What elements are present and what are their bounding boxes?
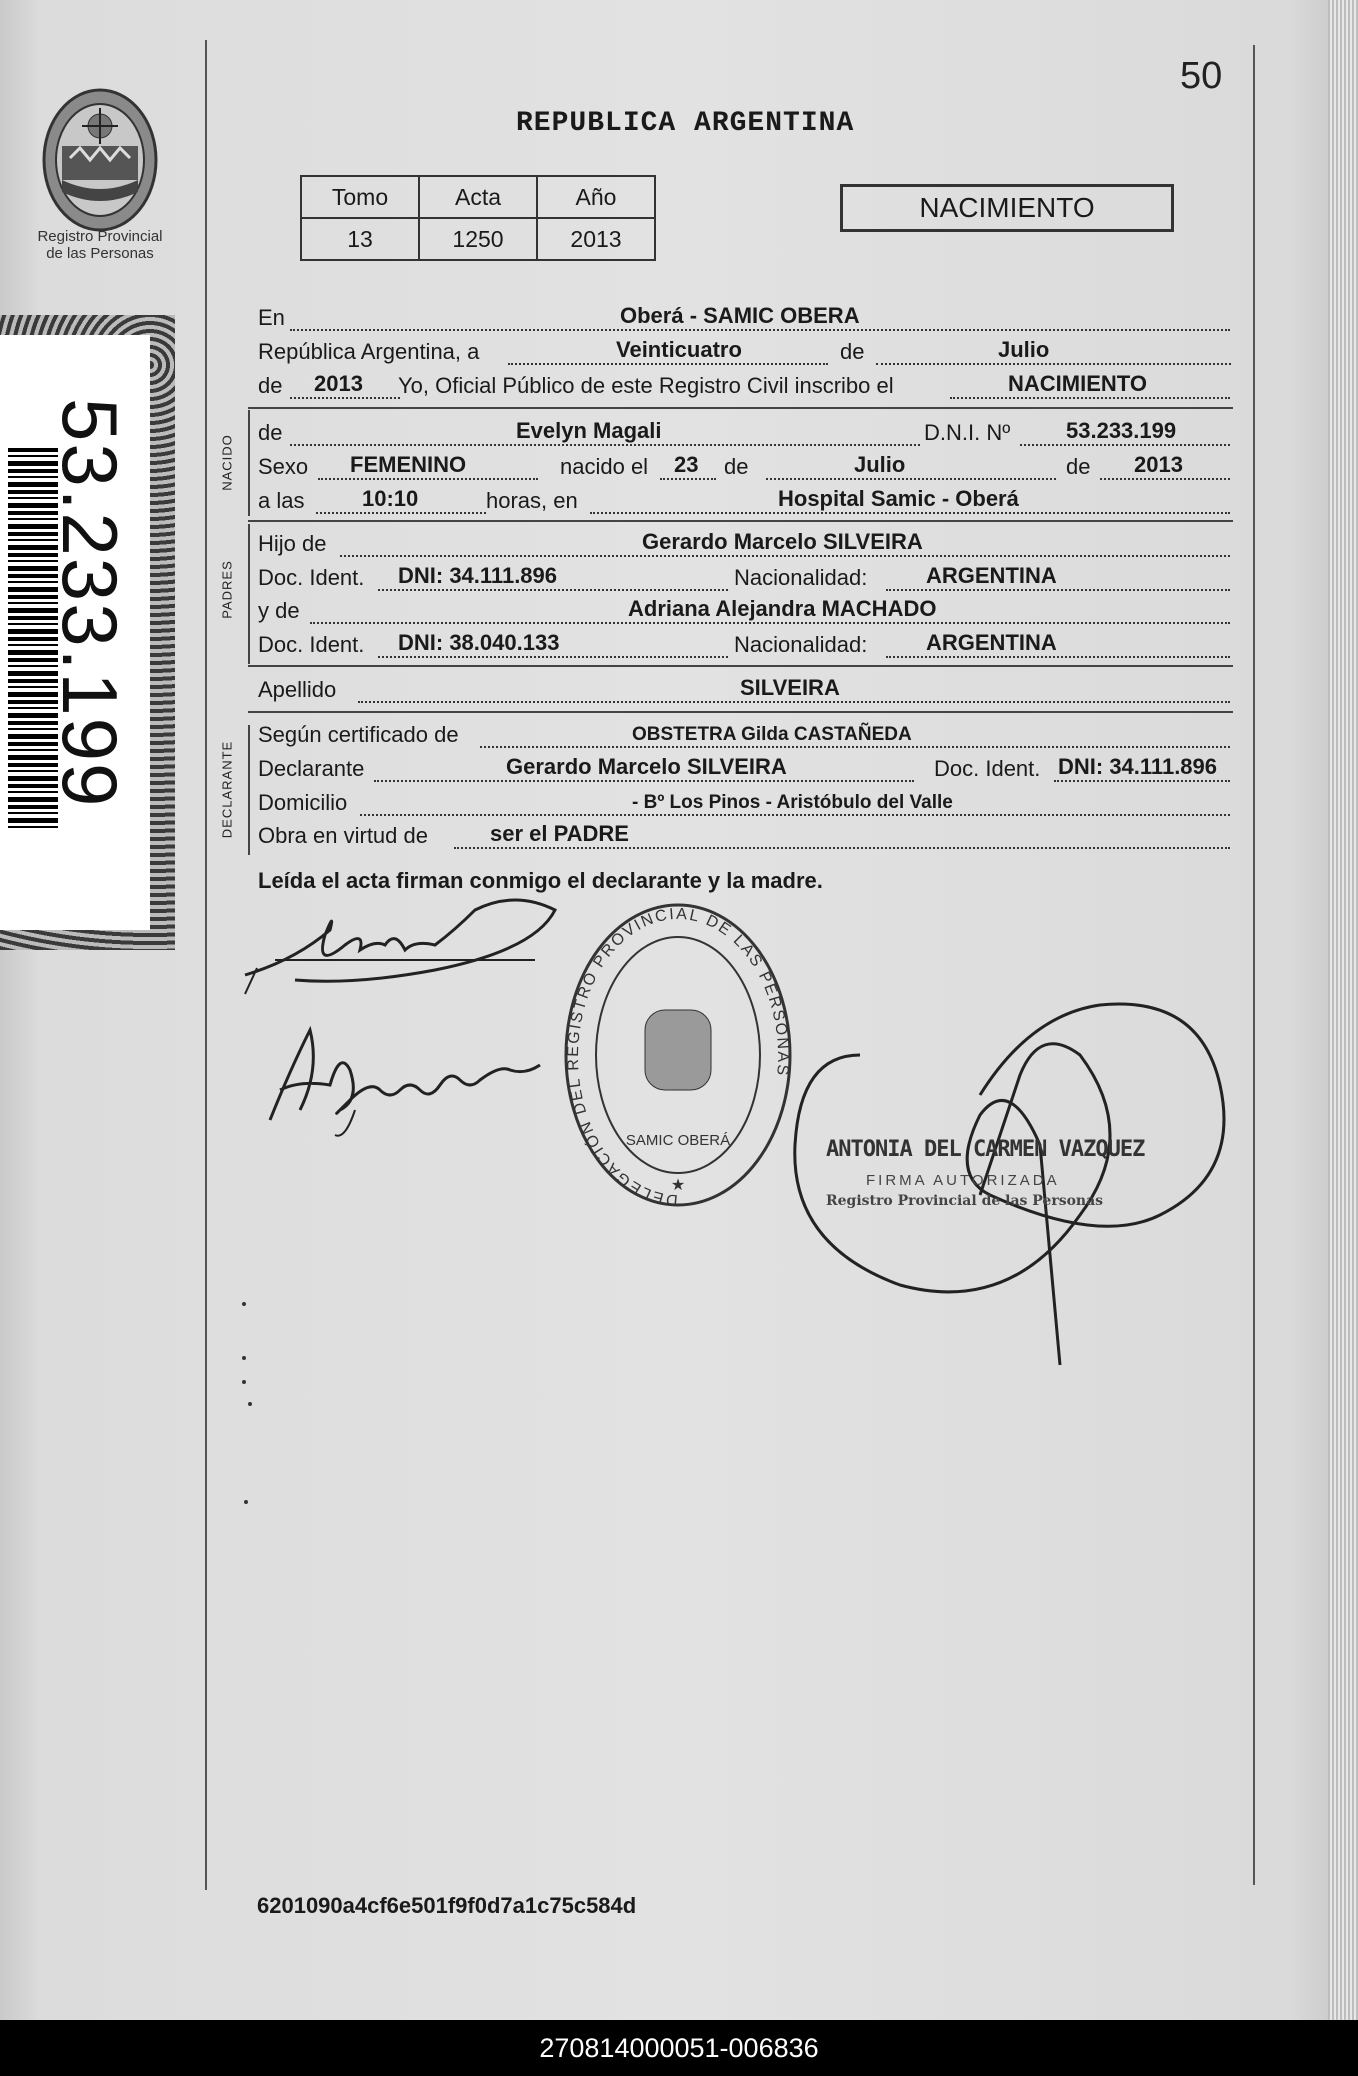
month: Julio (998, 337, 1050, 362)
de-label: de (724, 454, 749, 479)
row-republica (258, 339, 1231, 369)
padres-section-label: PADRES (219, 560, 235, 619)
obra-label: Obra en virtud de (258, 823, 428, 848)
dotted-line (886, 589, 1230, 591)
right-margin-line (1253, 45, 1255, 1885)
republica-label: República Argentina, a (258, 339, 480, 364)
declarante-bar (248, 725, 250, 855)
registry-value-row (301, 218, 655, 260)
declarante-name: Gerardo Marcelo SILVEIRA (506, 754, 787, 779)
hijo-label: Hijo de (258, 531, 327, 556)
row-en (258, 305, 1231, 335)
dotted-line (378, 589, 728, 591)
logo-caption (20, 228, 180, 262)
dotted-line (290, 444, 920, 446)
dotted-line (1054, 780, 1230, 782)
domicilio-label: Domicilio (258, 790, 348, 815)
doc-label: Doc. Ident. (258, 632, 365, 657)
en-label: En (258, 305, 285, 330)
dotted-line (454, 847, 1230, 849)
divider (248, 407, 1233, 409)
birth-year: 2013 (1134, 452, 1183, 477)
nacido-section-label: NACIDO (219, 434, 235, 491)
row-father (258, 531, 1231, 561)
row-hora (258, 488, 1231, 518)
inscription: NACIMIENTO (1008, 371, 1147, 396)
svg-text:★: ★ (670, 1177, 686, 1194)
page-number: 50 (1180, 55, 1223, 97)
divider (248, 711, 1233, 713)
row-father-doc (258, 565, 1231, 595)
dotted-line (1100, 478, 1230, 480)
divider (248, 665, 1233, 667)
certificado-label: Según certificado de (258, 722, 459, 747)
officer-text: Yo, Oficial Público de este Registro Civil inscribo el (398, 373, 894, 398)
official-registro: Registro Provincial de las Personas (826, 1193, 1104, 1209)
dotted-line (374, 780, 914, 782)
left-margin-line (205, 40, 207, 1890)
margin-dot (242, 1356, 246, 1360)
footer-id: 270814000051-006836 (0, 2020, 1358, 2076)
domicilio-value: - Bº Los Pinos - Aristóbulo del Valle (632, 792, 953, 813)
horas-label: horas, en (486, 488, 578, 513)
sexo-label: Sexo (258, 454, 309, 479)
dotted-line (876, 363, 1231, 365)
dotted-line (316, 512, 486, 514)
padres-bar (248, 524, 250, 664)
sexo-value: FEMENINO (350, 452, 467, 477)
dotted-line (480, 746, 1230, 748)
birth-time: 10:10 (362, 486, 419, 511)
declarant-signature (235, 890, 575, 1000)
stamp-outer-text: DELEGACIÓN DEL REGISTRO PROVINCIAL DE LAS PERSONAS (564, 905, 792, 1209)
row-apellido (258, 677, 1231, 707)
official-name: ANTONIA DEL CARMEN VAZQUEZ (826, 1137, 1145, 1162)
certificado-value: OBSTETRA Gilda CASTAÑEDA (632, 724, 912, 745)
official-firma: FIRMA AUTORIZADA (866, 1172, 1060, 1189)
declarante-doc: DNI: 34.111.896 (1058, 754, 1218, 779)
declarante-section-label: DECLARANTE (219, 740, 235, 839)
registry-acta: 1250 (419, 218, 537, 260)
document-title: REPUBLICA ARGENTINA (516, 108, 855, 139)
row-domicilio (258, 790, 1231, 820)
a-las-label: a las (258, 488, 305, 513)
birth-day: 23 (674, 452, 699, 477)
margin-dot (244, 1500, 248, 1504)
apellido-value: SILVEIRA (740, 675, 840, 700)
row-name (258, 420, 1231, 450)
registry-header-ano: Año (537, 176, 655, 218)
mother-name: Adriana Alejandra MACHADO (628, 596, 937, 621)
row-mother-doc (258, 632, 1231, 662)
en-value: Oberá - SAMIC OBERA (620, 303, 860, 328)
closing-text: Leída el acta firman conmigo el declarante y la madre. (258, 868, 823, 893)
dotted-line (290, 329, 1230, 331)
barcode-number: 53.233.199 (46, 398, 134, 809)
father-nationality: ARGENTINA (926, 563, 1057, 588)
logo-caption-line1: Registro Provincial (37, 228, 163, 245)
dni-label: D.N.I. Nº (924, 420, 1011, 445)
row-mother (258, 598, 1231, 628)
document-hash: 6201090a4cf6e501f9f0d7a1c75c584d (257, 1893, 637, 1918)
mother-signature (240, 1010, 560, 1150)
birth-place: Hospital Samic - Oberá (778, 486, 1019, 511)
stamp-inner-text: SAMIC OBERÁ (625, 1132, 731, 1149)
de-label: de (1066, 454, 1091, 479)
margin-dot (242, 1302, 246, 1306)
barcode-number-wrap (46, 398, 135, 878)
row-sexo (258, 454, 1231, 484)
registry-header-acta: Acta (419, 176, 537, 218)
dotted-line (508, 363, 828, 365)
logo-caption-line2: de las Personas (46, 245, 154, 262)
mother-doc: DNI: 38.040.133 (398, 630, 560, 655)
nacionalidad-label: Nacionalidad: (734, 632, 868, 657)
birth-month: Julio (854, 452, 906, 477)
father-doc: DNI: 34.111.896 (398, 563, 558, 588)
dotted-line (660, 478, 716, 480)
divider (248, 520, 1233, 522)
page-edge (1328, 0, 1358, 2020)
dotted-line (590, 512, 1230, 514)
year: 2013 (314, 371, 363, 396)
de-label: de (258, 373, 283, 398)
dotted-line (950, 397, 1230, 399)
document-type-box: NACIMIENTO (840, 184, 1174, 232)
registry-header-row (301, 176, 655, 218)
margin-dot (242, 1380, 246, 1384)
dotted-line (358, 701, 1230, 703)
dotted-line (290, 397, 400, 399)
de-label: de (840, 339, 865, 364)
dotted-line (886, 656, 1230, 658)
row-certificado (258, 722, 1231, 752)
day-words: Veinticuatro (616, 337, 742, 362)
nacionalidad-label: Nacionalidad: (734, 565, 868, 590)
margin-dot (248, 1402, 252, 1406)
dotted-line (360, 814, 1230, 816)
doc-label: Doc. Ident. (934, 756, 1041, 781)
de-label: de (258, 420, 283, 445)
dotted-line (378, 656, 728, 658)
mother-nationality: ARGENTINA (926, 630, 1057, 655)
nacido-bar (248, 410, 250, 516)
registry-header-tomo: Tomo (301, 176, 419, 218)
dotted-line (340, 555, 1230, 557)
dotted-line (310, 622, 1230, 624)
registry-ano: 2013 (537, 218, 655, 260)
registry-table (300, 175, 656, 261)
nacido-label: nacido el (560, 454, 649, 479)
child-dni: 53.233.199 (1066, 418, 1177, 443)
registry-tomo: 13 (301, 218, 419, 260)
row-obra (258, 823, 1231, 853)
obra-value: ser el PADRE (490, 821, 629, 846)
dotted-line (1020, 444, 1230, 446)
dotted-line (766, 478, 1056, 480)
father-name: Gerardo Marcelo SILVEIRA (642, 529, 923, 554)
dotted-line (318, 478, 538, 480)
row-declarante (258, 756, 1231, 786)
row-inscribe (258, 373, 1231, 403)
delegation-stamp (560, 895, 796, 1215)
declarante-label: Declarante (258, 756, 365, 781)
apellido-label: Apellido (258, 677, 337, 702)
provincia-misiones-logo (40, 88, 160, 233)
doc-label: Doc. Ident. (258, 565, 365, 590)
child-name: Evelyn Magali (516, 418, 662, 443)
y-de-label: y de (258, 598, 300, 623)
